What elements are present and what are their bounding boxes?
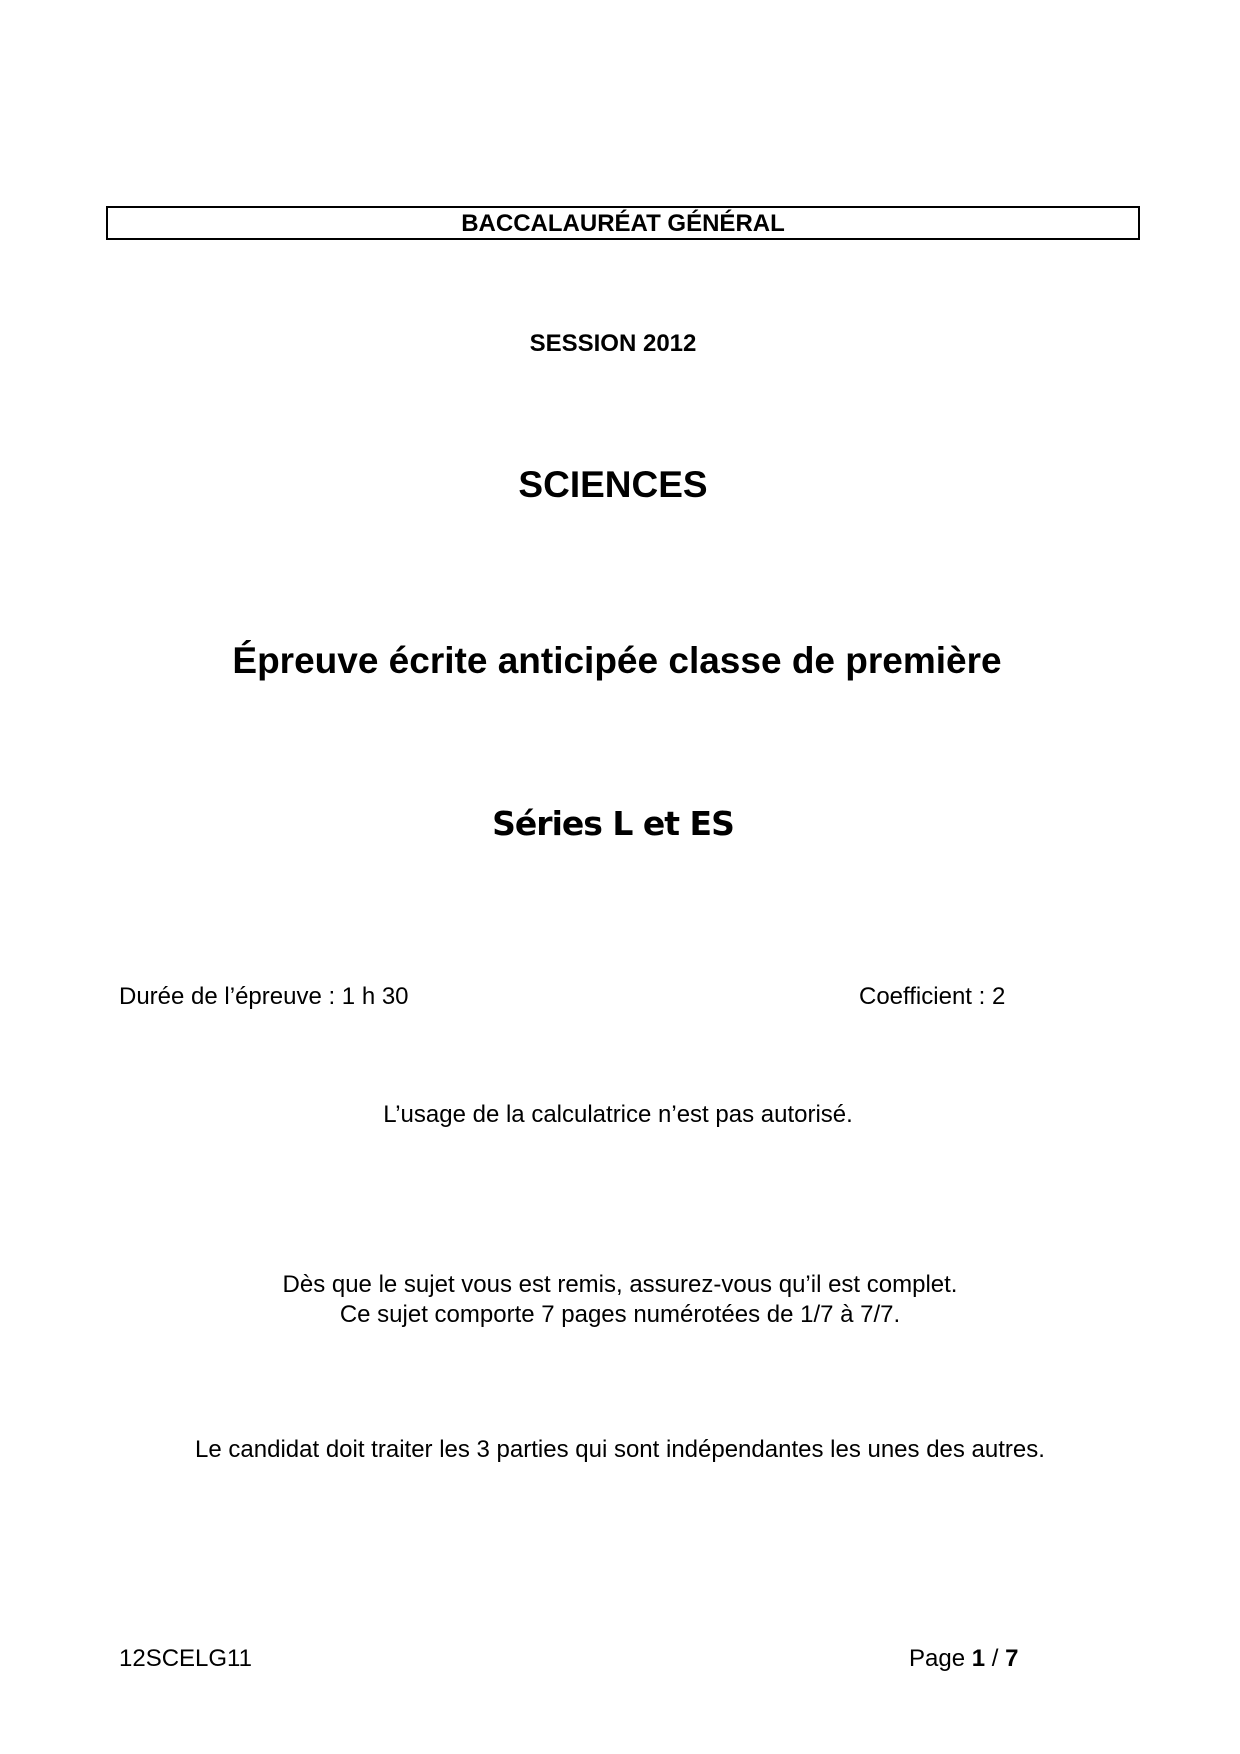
completeness-line-1: Dès que le sujet vous est remis, assurez-vous qu’il est complet.: [282, 1271, 958, 1298]
page-label: Page: [909, 1645, 966, 1672]
epreuve-title: Épreuve écrite anticipée classe de première: [232, 640, 1002, 681]
exam-title: BACCALAURÉAT GÉNÉRAL: [461, 210, 785, 237]
duree-label: Durée de l’épreuve : 1 h 30: [119, 983, 409, 1010]
session-label: SESSION 2012: [529, 330, 697, 357]
completeness-notice: [0, 1270, 1240, 1330]
exam-title-box: [106, 206, 1140, 240]
page-total: 7: [1005, 1645, 1019, 1672]
completeness-line-2: Ce sujet comporte 7 pages numérotées de 1/7 à 7/7.: [339, 1301, 901, 1328]
coefficient-label: Coefficient : 2: [859, 983, 1006, 1010]
page-current: 1: [971, 1645, 986, 1672]
document-code: 12SCELG11: [119, 1645, 252, 1672]
series-title: Séries L et ES: [492, 804, 734, 843]
parties-notice: Le candidat doit traiter les 3 parties qui sont indépendantes les unes des autres.: [195, 1436, 1045, 1463]
page-number: [909, 1645, 1018, 1673]
page-separator: /: [991, 1645, 999, 1672]
subject-title: SCIENCES: [518, 464, 708, 505]
calculatrice-notice: L’usage de la calculatrice n’est pas autorisé.: [383, 1101, 853, 1128]
